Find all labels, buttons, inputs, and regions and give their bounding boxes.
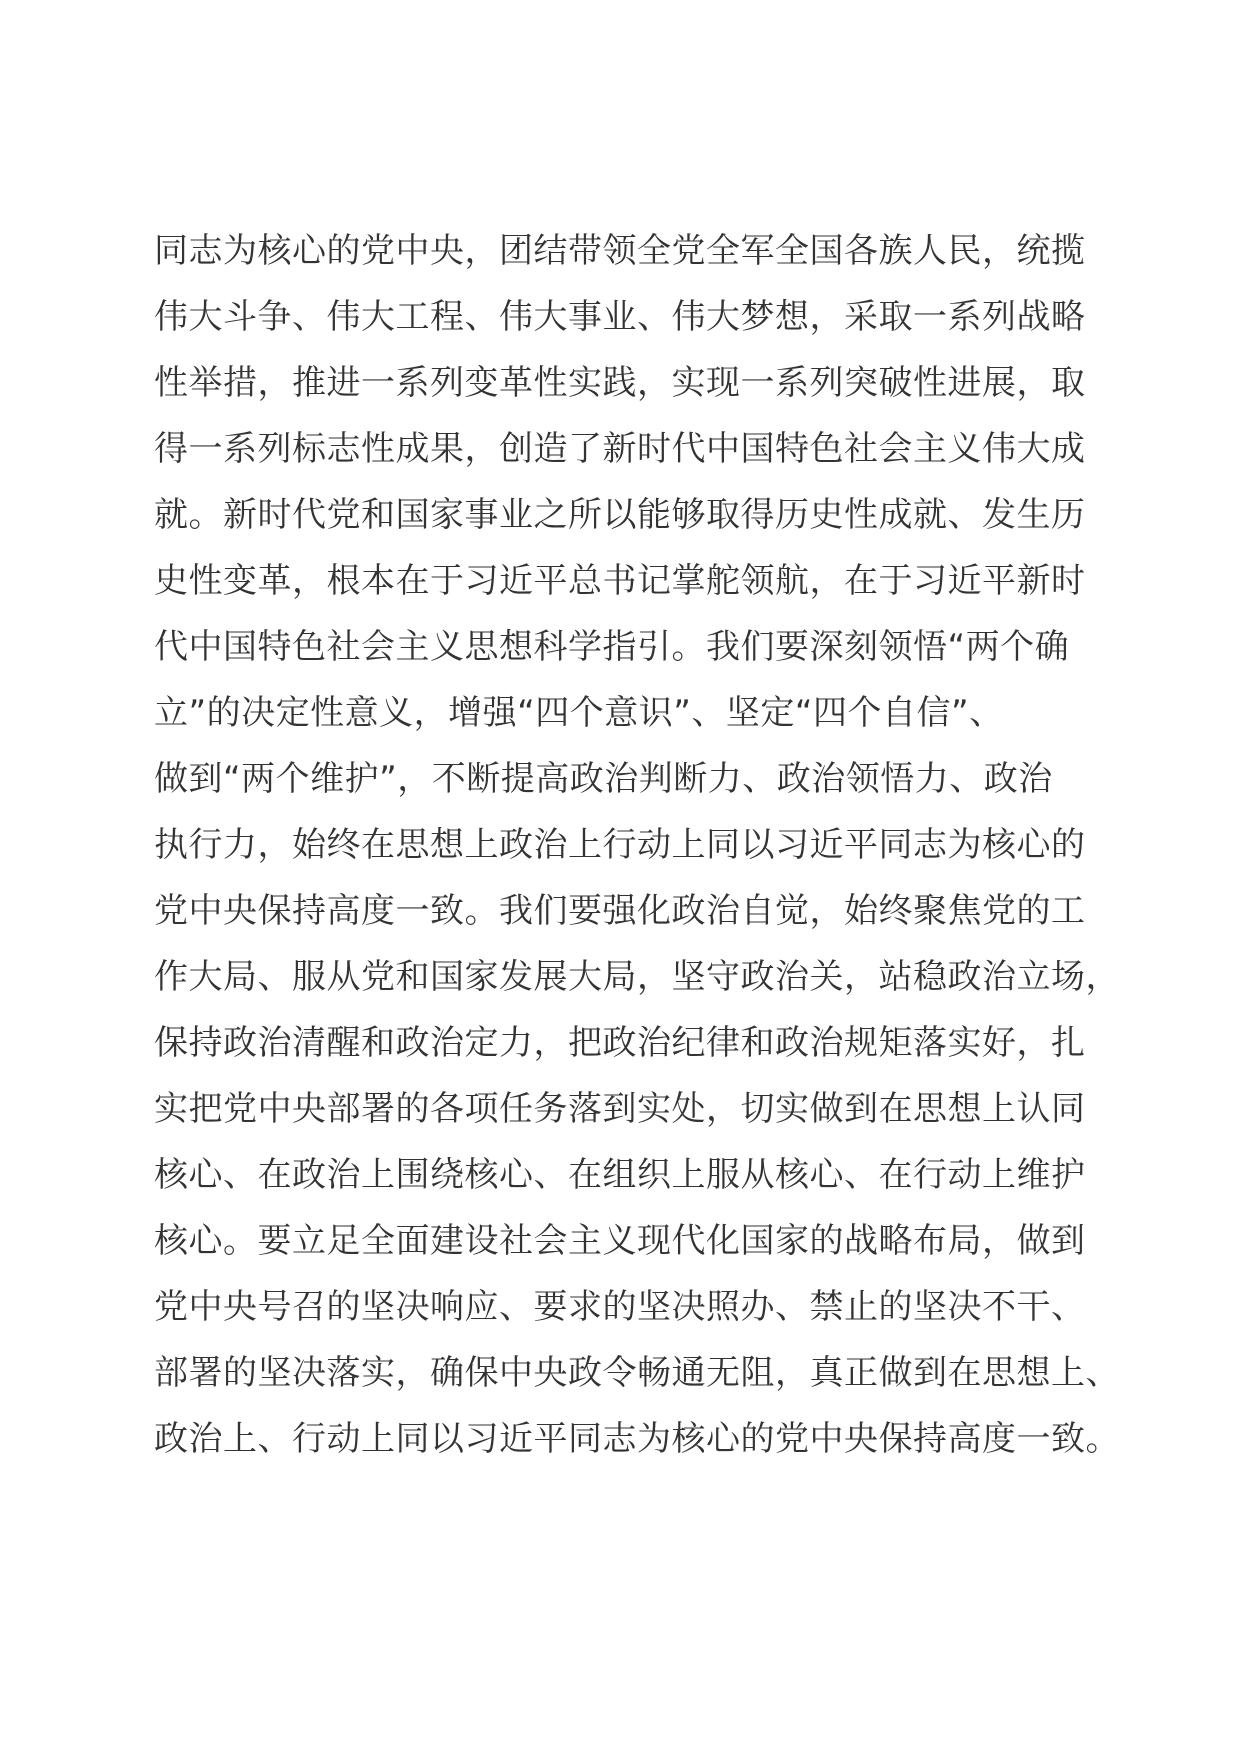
text-line: 政治上、行动上同以习近平同志为核心的党中央保持高度一致。 <box>154 1419 1120 1459</box>
text-line: 核心。要立足全面建设社会主义现代化国家的战略布局，做到 <box>154 1221 1086 1261</box>
text-line: 做到“两个维护”，不断提高政治判断力、政治领悟力、政治 <box>154 759 1053 799</box>
text-line: 部署的坚决落实，确保中央政令畅通无阻，真正做到在思想上、 <box>154 1353 1120 1393</box>
text-line: 实把党中央部署的各项任务落到实处，切实做到在思想上认同 <box>154 1089 1086 1129</box>
text-line: 党中央号召的坚决响应、要求的坚决照办、禁止的坚决不干、 <box>154 1287 1086 1327</box>
text-line: 核心、在政治上围绕核心、在组织上服从核心、在行动上维护 <box>154 1155 1086 1195</box>
text-line: 执行力，始终在思想上政治上行动上同以习近平同志为核心的 <box>154 825 1086 865</box>
text-line: 性举措，推进一系列变革性实践，实现一系列突破性进展，取 <box>154 363 1086 403</box>
text-line: 伟大斗争、伟大工程、伟大事业、伟大梦想，采取一系列战略 <box>154 297 1086 337</box>
text-line: 就。新时代党和国家事业之所以能够取得历史性成就、发生历 <box>154 495 1086 535</box>
text-line: 得一系列标志性成果，创造了新时代中国特色社会主义伟大成 <box>154 429 1086 469</box>
text-line: 保持政治清醒和政治定力，把政治纪律和政治规矩落实好，扎 <box>154 1023 1086 1063</box>
body-paragraph <box>154 218 1120 1472</box>
text-line: 立”的决定性意义，增强“四个意识”、坚定“四个自信”、 <box>154 693 1004 733</box>
text-line: 史性变革，根本在于习近平总书记掌舵领航，在于习近平新时 <box>154 561 1086 601</box>
text-line: 作大局、服从党和国家发展大局，坚守政治关，站稳政治立场， <box>154 957 1120 997</box>
text-line: 同志为核心的党中央，团结带领全党全军全国各族人民，统揽 <box>154 231 1086 271</box>
text-line: 党中央保持高度一致。我们要强化政治自觉，始终聚焦党的工 <box>154 891 1086 931</box>
text-line: 代中国特色社会主义思想科学指引。我们要深刻领悟“两个确 <box>154 627 1070 667</box>
